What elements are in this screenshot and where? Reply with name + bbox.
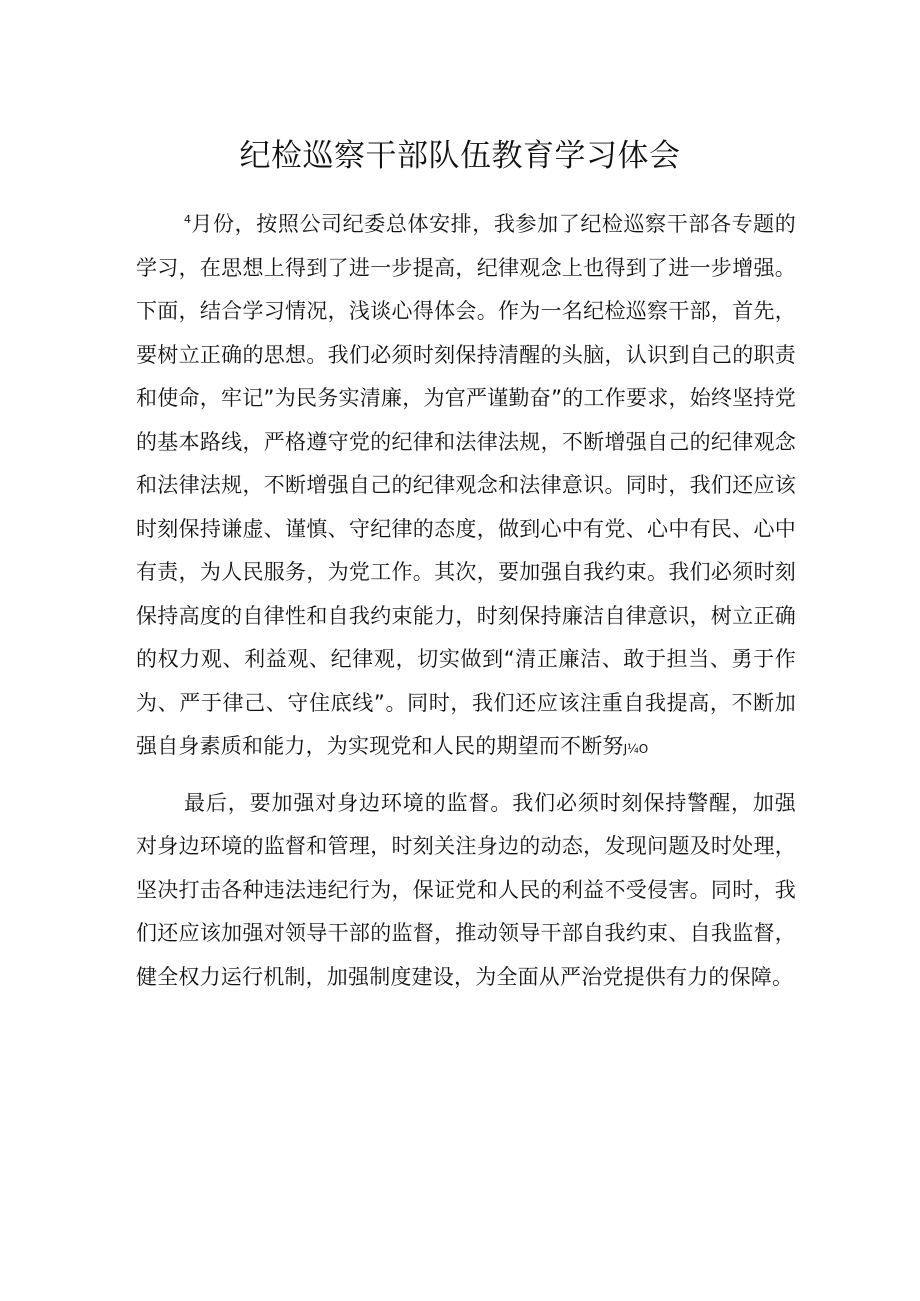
paragraph-1-tail-mark: J¼O xyxy=(623,742,649,756)
paragraph-1-lead-mark: 4 xyxy=(184,213,191,226)
paragraph-2-text: 最后，要加强对身边环境的监督。我们必须时刻保持警醒，加强对身边环境的监督和管理，时刻关注身边的动态，发现问题及时处理，坚决打击各种违法违纪行为，保证党和人民的利益不受侵害。同时，我们还应该加强对领导干部的监督，推动领导干部自我约束、自我监督，健全权力运行机制，加强制度建设，为全面从严治党提供有力的保障。 xyxy=(136,790,796,989)
document-title: 纪检巡察干部队伍教育学习体会 xyxy=(239,138,681,174)
document-body xyxy=(136,198,796,999)
paragraph-1 xyxy=(136,198,796,772)
paragraph-2 xyxy=(136,782,796,1000)
paragraph-1-text: 月份，按照公司纪委总体安排，我参加了纪检巡察干部各专题的学习，在思想上得到了进一步提高，纪律观念上也得到了进一步增强。下面，结合学习情况，浅谈心得体会。作为一名纪检巡察干部，首先，要树立正确的思想。我们必须时刻保持清醒的头脑，认识到自己的职责和使命，牢记”为民务实清廉，为官严谨勤奋”的工作要求，始终坚持党的基本路线，严格遵守党的纪律和法律法规，不断增强自己的纪律观念和法律法规，不断增强自己的纪律观念和法律意识。同时，我们还应该时刻保持谦虚、谨慎、守纪律的态度，做到心中有党、心中有民、心中有责，为人民服务，为党工作。其次，要加强自我约束。我们必须时刻保持高度的自律性和自我约束能力，时刻保持廉洁自律意识，树立正确的权力观、利益观、纪律观，切实做到“清正廉洁、敢于担当、勇于作为、严于律己、守住底线”。同时，我们还应该注重自我提高，不断加强自身素质和能力，为实现党和人民的期望而不断努 xyxy=(136,212,796,758)
